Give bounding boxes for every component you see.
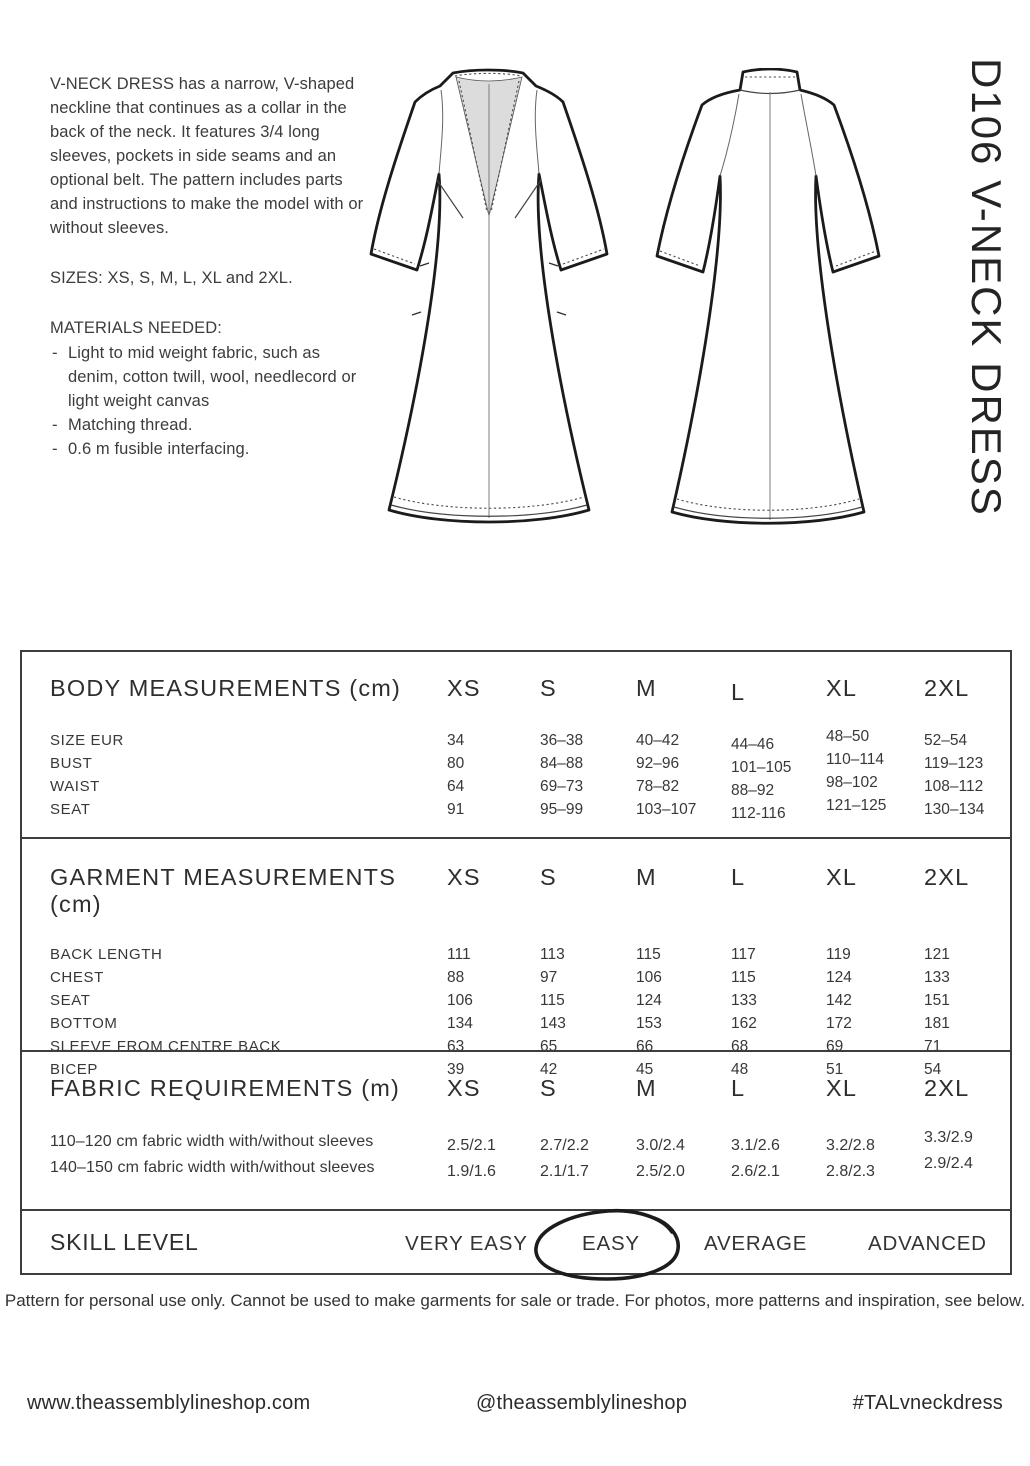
measurement-row bbox=[50, 1155, 1010, 1181]
row-value: 110–114 bbox=[826, 751, 885, 768]
row-value: 2.7/2.2 bbox=[540, 1137, 589, 1154]
row-value: 88 bbox=[447, 969, 465, 986]
product-title-vertical: D106 V-NECK DRESS bbox=[963, 58, 1010, 517]
measurement-row bbox=[50, 798, 1010, 821]
row-value: 48 bbox=[731, 1061, 749, 1078]
disclaimer-text: Pattern for personal use only. Cannot be used to make garments for sale or trade. For photos, more patterns and inspiration, see below. bbox=[4, 1291, 1026, 1310]
measurement-row bbox=[50, 1129, 1010, 1155]
skill-option-very-easy: VERY EASY bbox=[405, 1232, 528, 1255]
size-column-header: XL bbox=[826, 675, 858, 701]
row-value: 42 bbox=[540, 1061, 558, 1078]
row-value: 95–99 bbox=[540, 801, 584, 818]
skill-option-easy-selected: EASY bbox=[582, 1232, 640, 1255]
dress-back-technical-drawing bbox=[636, 68, 908, 528]
row-label: BACK LENGTH bbox=[50, 946, 163, 963]
row-value: 2.9/2.4 bbox=[924, 1155, 973, 1172]
row-value: 71 bbox=[924, 1038, 942, 1055]
row-value: 66 bbox=[636, 1038, 654, 1055]
row-value: 48–50 bbox=[826, 728, 870, 745]
row-value: 153 bbox=[636, 1015, 662, 1032]
row-label: SEAT bbox=[50, 801, 91, 818]
sizes-line: SIZES: XS, S, M, L, XL and 2XL. bbox=[50, 269, 293, 287]
row-value: 115 bbox=[731, 969, 756, 986]
row-value: 121–125 bbox=[826, 797, 887, 814]
section-title: FABRIC REQUIREMENTS (m) bbox=[50, 1075, 401, 1101]
dress-back-illustration bbox=[636, 68, 908, 533]
size-column-header: XS bbox=[447, 675, 481, 701]
fabric-requirements-section bbox=[22, 1050, 1010, 1209]
row-value: 3.3/2.9 bbox=[924, 1129, 973, 1146]
description-block bbox=[50, 72, 372, 461]
row-value: 113 bbox=[540, 946, 565, 963]
row-value: 39 bbox=[447, 1061, 465, 1078]
row-value: 3.0/2.4 bbox=[636, 1137, 685, 1154]
row-value: 115 bbox=[540, 992, 565, 1009]
row-value: 84–88 bbox=[540, 755, 584, 772]
size-column-header: S bbox=[540, 1075, 557, 1101]
row-value: 106 bbox=[636, 969, 662, 986]
row-value: 142 bbox=[826, 992, 852, 1009]
row-value: 106 bbox=[447, 992, 473, 1009]
row-value: 162 bbox=[731, 1015, 757, 1032]
row-value: 68 bbox=[731, 1038, 749, 1055]
row-value: 101–105 bbox=[731, 759, 792, 776]
row-value: 133 bbox=[924, 969, 950, 986]
row-value: 54 bbox=[924, 1061, 942, 1078]
row-label: 110–120 cm fabric width with/without sleeves bbox=[50, 1133, 374, 1150]
row-label: WAIST bbox=[50, 778, 100, 795]
pocket-notch bbox=[557, 312, 566, 315]
dress-front-technical-drawing bbox=[353, 68, 625, 528]
size-column-header: M bbox=[636, 1075, 657, 1101]
row-label: BOTTOM bbox=[50, 1015, 118, 1032]
row-value: 103–107 bbox=[636, 801, 697, 818]
row-value: 124 bbox=[826, 969, 852, 986]
size-column-header: M bbox=[636, 675, 657, 701]
row-value: 181 bbox=[924, 1015, 950, 1032]
size-column-header: S bbox=[540, 675, 557, 701]
material-item: - Matching thread. bbox=[50, 413, 372, 437]
size-column-header: 2XL bbox=[924, 675, 970, 701]
row-value: 1.9/1.6 bbox=[447, 1163, 496, 1180]
row-value: 172 bbox=[826, 1015, 852, 1032]
row-value: 69–73 bbox=[540, 778, 584, 795]
row-value: 121 bbox=[924, 946, 950, 963]
row-value: 36–38 bbox=[540, 732, 584, 749]
row-value: 111 bbox=[447, 946, 471, 963]
footer-website: www.theassemblylineshop.com bbox=[27, 1392, 311, 1414]
size-column-header: L bbox=[731, 1075, 746, 1101]
measurement-row bbox=[50, 989, 1010, 1012]
row-value: 3.1/2.6 bbox=[731, 1137, 780, 1154]
row-value: 2.8/2.3 bbox=[826, 1163, 875, 1180]
row-value: 151 bbox=[924, 992, 950, 1009]
row-value: 119 bbox=[826, 946, 851, 963]
size-column-header: S bbox=[540, 864, 557, 890]
measurement-row bbox=[50, 1012, 1010, 1035]
row-value: 143 bbox=[540, 1015, 566, 1032]
row-value: 69 bbox=[826, 1038, 844, 1055]
materials-list bbox=[50, 341, 372, 461]
row-label: CHEST bbox=[50, 969, 104, 986]
row-value: 134 bbox=[447, 1015, 473, 1032]
row-value: 2.5/2.1 bbox=[447, 1137, 496, 1154]
footer bbox=[0, 1392, 1030, 1415]
pocket-notch bbox=[420, 263, 429, 266]
size-column-header: XL bbox=[826, 864, 858, 890]
intro-paragraph: V-NECK DRESS has a narrow, V-shaped neckline that continues as a collar in the back of the neck. It features 3/4 long sleeves, pockets in side seams and an optional belt. The pattern includes parts and instructions to make the model with or without sleeves. bbox=[50, 75, 364, 237]
row-value: 130–134 bbox=[924, 801, 985, 818]
row-label: SIZE EUR bbox=[50, 732, 124, 749]
row-value: 65 bbox=[540, 1038, 558, 1055]
row-value: 108–112 bbox=[924, 778, 984, 795]
row-value: 40–42 bbox=[636, 732, 680, 749]
row-value: 52–54 bbox=[924, 732, 968, 749]
row-value: 112-116 bbox=[731, 805, 786, 822]
material-item: - Light to mid weight fabric, such as denim, cotton twill, wool, needlecord or light weight canvas bbox=[50, 341, 372, 413]
row-value: 2.5/2.0 bbox=[636, 1163, 685, 1180]
row-value: 3.2/2.8 bbox=[826, 1137, 875, 1154]
row-value: 80 bbox=[447, 755, 465, 772]
row-value: 98–102 bbox=[826, 774, 878, 791]
row-value: 2.6/2.1 bbox=[731, 1163, 780, 1180]
row-value: 45 bbox=[636, 1061, 654, 1078]
skill-option-advanced: ADVANCED bbox=[868, 1232, 987, 1255]
skill-level-title: SKILL LEVEL bbox=[50, 1229, 199, 1255]
size-column-header: L bbox=[731, 679, 746, 705]
skill-level-section bbox=[22, 1209, 1010, 1273]
row-value: 44–46 bbox=[731, 736, 775, 753]
row-value: 34 bbox=[447, 732, 465, 749]
pocket-notch bbox=[412, 312, 421, 315]
footer-hashtag: #TALvneckdress bbox=[852, 1392, 1003, 1414]
row-value: 64 bbox=[447, 778, 465, 795]
row-value: 2.1/1.7 bbox=[540, 1163, 589, 1180]
size-column-header: XS bbox=[447, 1075, 481, 1101]
row-label: 140–150 cm fabric width with/without sleeves bbox=[50, 1159, 375, 1176]
row-value: 124 bbox=[636, 992, 662, 1009]
row-value: 88–92 bbox=[731, 782, 775, 799]
row-label: BUST bbox=[50, 755, 93, 772]
size-column-header: M bbox=[636, 864, 657, 890]
row-value: 119–123 bbox=[924, 755, 984, 772]
selected-skill-circle bbox=[522, 1205, 694, 1285]
body-measurements-section bbox=[22, 652, 1010, 837]
row-label: BICEP bbox=[50, 1061, 99, 1078]
measurement-row bbox=[50, 943, 1010, 966]
pocket-notch bbox=[549, 263, 558, 266]
garment-measurements-section bbox=[22, 837, 1010, 1078]
size-column-header: L bbox=[731, 864, 746, 890]
row-value: 51 bbox=[826, 1061, 844, 1078]
footer-social-handle: @theassemblylineshop bbox=[475, 1392, 688, 1414]
section-title: GARMENT MEASUREMENTS (cm) bbox=[50, 864, 397, 917]
size-column-header: 2XL bbox=[924, 1075, 970, 1101]
row-value: 63 bbox=[447, 1038, 465, 1055]
row-value: 117 bbox=[731, 946, 756, 963]
row-value: 91 bbox=[447, 801, 465, 818]
size-column-header: XL bbox=[826, 1075, 858, 1101]
materials-heading: MATERIALS NEEDED: bbox=[50, 319, 222, 337]
row-label: SLEEVE FROM CENTRE BACK bbox=[50, 1038, 282, 1055]
size-column-header: 2XL bbox=[924, 864, 970, 890]
row-value: 78–82 bbox=[636, 778, 680, 795]
size-column-header: XS bbox=[447, 864, 481, 890]
section-title: BODY MEASUREMENTS (cm) bbox=[50, 675, 402, 701]
row-value: 97 bbox=[540, 969, 558, 986]
measurement-row bbox=[50, 966, 1010, 989]
row-value: 133 bbox=[731, 992, 757, 1009]
dress-front-illustration bbox=[353, 68, 625, 533]
measurements-table bbox=[20, 650, 1012, 1275]
row-label: SEAT bbox=[50, 992, 91, 1009]
material-item: - 0.6 m fusible interfacing. bbox=[50, 437, 372, 461]
skill-option-average: AVERAGE bbox=[704, 1232, 808, 1255]
row-value: 92–96 bbox=[636, 755, 680, 772]
row-value: 115 bbox=[636, 946, 661, 963]
